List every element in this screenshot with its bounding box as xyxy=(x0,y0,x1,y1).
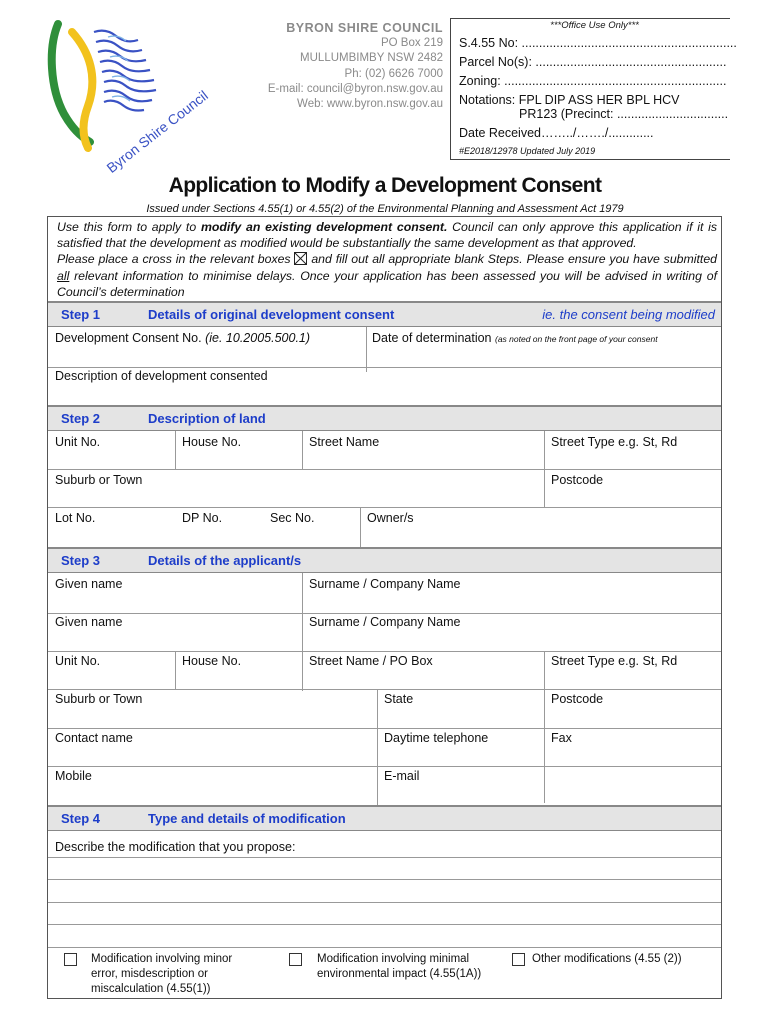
council-name: BYRON SHIRE COUNCIL xyxy=(286,21,443,35)
step4-title: Type and details of modification xyxy=(148,811,346,826)
land-street-type-field[interactable]: Street Type e.g. St, Rd xyxy=(551,435,678,449)
land-suburb-field[interactable]: Suburb or Town xyxy=(55,473,143,487)
zoning-field[interactable]: Zoning: ................................................................ xyxy=(459,74,727,88)
surname-2-field[interactable]: Surname / Company Name xyxy=(309,615,461,629)
consent-number-field[interactable] xyxy=(55,331,310,345)
s455-number-field[interactable]: S.4.55 No: .............................................................. xyxy=(459,36,737,50)
applicant-house-field[interactable]: House No. xyxy=(182,654,242,668)
modification-line[interactable] xyxy=(48,947,721,948)
step3-title: Details of the applicant/s xyxy=(148,553,302,568)
page-title: Application to Modify a Development Consent xyxy=(168,174,602,197)
divider xyxy=(175,431,176,469)
crossed-box-icon xyxy=(294,252,307,265)
applicant-unit-field[interactable]: Unit No. xyxy=(55,654,101,668)
modification-description-label: Describe the modification that you propose: xyxy=(55,840,296,854)
modification-line[interactable] xyxy=(48,902,721,903)
divider xyxy=(48,766,721,767)
land-street-field[interactable]: Street Name xyxy=(309,435,380,449)
intro-bold-text: modify an existing development consent. xyxy=(200,220,448,234)
intro-text-part: relevant information to minimise delays. Once your application has been assessed you will be advised in writing of Council’s determination xyxy=(57,268,717,299)
document-reference: #E2018/12978 Updated July 2019 xyxy=(459,146,596,156)
applicant-street-type-field[interactable]: Street Type e.g. St, Rd xyxy=(551,654,678,668)
consent-number-hint: (ie. 10.2005.500.1) xyxy=(205,331,311,345)
intro-text-part: Use this form to apply to xyxy=(57,220,201,234)
parcel-number-field[interactable]: Parcel No(s): ....................................................... xyxy=(459,55,727,69)
owner-field[interactable]: Owner/s xyxy=(367,511,414,525)
council-town: MULLUMBIMBY NSW 2482 xyxy=(300,52,443,65)
step2-title: Description of land xyxy=(148,411,266,426)
modification-line[interactable] xyxy=(48,879,721,880)
date-of-determination-hint: (as noted on the front page of your consent xyxy=(495,334,658,344)
notations-field: Notations: FPL DIP ASS HER BPL HCV xyxy=(459,93,680,107)
applicant-postcode-field[interactable]: Postcode xyxy=(551,692,604,706)
given-name-2-field[interactable]: Given name xyxy=(55,615,123,629)
divider xyxy=(48,367,721,368)
mobile-field[interactable]: Mobile xyxy=(55,769,92,783)
step1-number: Step 1 xyxy=(61,307,101,322)
divider xyxy=(360,507,361,547)
applicant-suburb-field[interactable]: Suburb or Town xyxy=(55,692,143,706)
divider xyxy=(48,728,721,729)
date-received-field[interactable]: Date Received……../……./............. xyxy=(459,126,654,140)
step3-header xyxy=(48,547,721,573)
page-subtitle: Issued under Sections 4.55(1) or 4.55(2) of the Environmental Planning and Assessment Act 1979 xyxy=(146,203,624,215)
council-address xyxy=(200,21,443,112)
email-field[interactable]: E-mail xyxy=(384,769,420,783)
applicant-street-field[interactable]: Street Name / PO Box xyxy=(309,654,433,668)
council-web: Web: www.byron.nsw.gov.au xyxy=(297,98,443,111)
minimal-impact-label: Modification involving minimal environmental impact (4.55(1A)) xyxy=(317,953,482,980)
land-house-field[interactable]: House No. xyxy=(182,435,242,449)
council-phone: Ph: (02) 6626 7000 xyxy=(344,67,443,80)
divider xyxy=(48,613,721,614)
lot-number-field[interactable]: Lot No. xyxy=(55,511,96,525)
application-form xyxy=(47,216,722,999)
step4-number: Step 4 xyxy=(61,811,101,826)
minor-error-label: Modification involving minor error, misdescription or miscalculation (4.55(1)) xyxy=(91,953,233,995)
minimal-impact-checkbox[interactable] xyxy=(289,953,302,966)
intro-underlined-text: all xyxy=(57,268,70,283)
divider xyxy=(48,469,721,470)
step1-hint: ie. the consent being modified xyxy=(542,307,715,322)
logo-wordmark: Byron Shire Council xyxy=(103,87,211,177)
council-po-box: PO Box 219 xyxy=(380,37,443,50)
intro-text-part: Council can only approve this application if it is satisfied that the development as modified would be substantially the same development as that approved. xyxy=(57,220,717,251)
step4-header xyxy=(48,805,721,831)
contact-name-field[interactable]: Contact name xyxy=(55,731,133,745)
office-use-header: ***Office Use Only*** xyxy=(550,20,639,31)
consent-number-label: Development Consent No. xyxy=(55,331,202,345)
council-logo xyxy=(46,18,211,177)
other-modifications-checkbox[interactable] xyxy=(512,953,525,966)
development-description-field[interactable]: Description of development consented xyxy=(55,369,268,383)
intro-text xyxy=(57,219,717,300)
daytime-telephone-field[interactable]: Daytime telephone xyxy=(384,731,489,745)
sec-number-field[interactable]: Sec No. xyxy=(270,511,315,525)
divider xyxy=(377,689,378,805)
modification-line[interactable] xyxy=(48,924,721,925)
divider xyxy=(544,651,545,803)
step1-header xyxy=(48,301,721,327)
minor-error-checkbox[interactable] xyxy=(64,953,77,966)
step1-title: Details of original development consent xyxy=(148,307,395,322)
step2-header xyxy=(48,405,721,431)
given-name-1-field[interactable]: Given name xyxy=(55,577,123,591)
office-use-box xyxy=(450,18,737,160)
council-email: E-mail: council@byron.nsw.gov.au xyxy=(267,82,443,95)
step2-number: Step 2 xyxy=(61,411,101,426)
fax-field[interactable]: Fax xyxy=(551,731,572,745)
divider xyxy=(366,327,367,372)
divider xyxy=(48,689,721,690)
divider xyxy=(48,651,721,652)
divider xyxy=(175,651,176,689)
surname-1-field[interactable]: Surname / Company Name xyxy=(309,577,461,591)
modification-line[interactable] xyxy=(48,857,721,858)
precinct-field[interactable]: PR123 (Precinct: ................................ xyxy=(519,107,729,121)
land-postcode-field[interactable]: Postcode xyxy=(551,473,604,487)
divider xyxy=(302,573,303,691)
dp-number-field[interactable]: DP No. xyxy=(182,511,223,525)
date-of-determination-field[interactable] xyxy=(372,331,658,345)
date-of-determination-label: Date of determination xyxy=(372,331,492,345)
land-unit-field[interactable]: Unit No. xyxy=(55,435,101,449)
applicant-state-field[interactable]: State xyxy=(384,692,414,706)
intro-text-part: and fill out all appropriate blank Steps. Please ensure you have submitted xyxy=(307,252,717,267)
intro-text-part: Please place a cross in the relevant boxes xyxy=(57,252,295,267)
divider xyxy=(48,507,721,508)
step3-number: Step 3 xyxy=(61,553,101,568)
other-modifications-label: Other modifications (4.55 (2)) xyxy=(532,953,682,965)
divider xyxy=(302,431,303,469)
